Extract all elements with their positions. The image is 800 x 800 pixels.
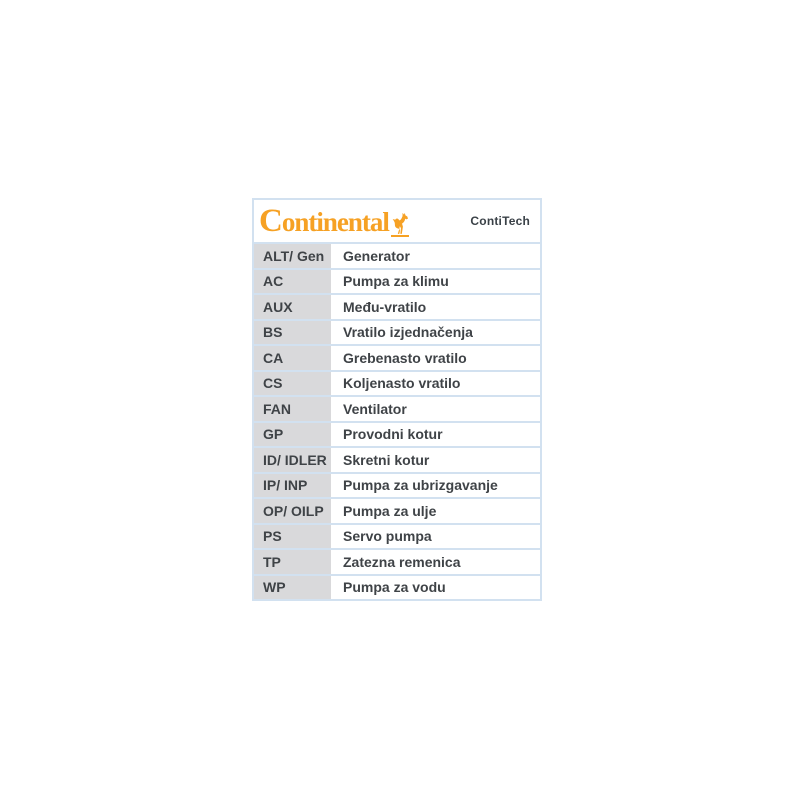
abbreviation-label: Skretni kotur [335,448,540,472]
abbreviation-code: CA [254,346,331,370]
abbreviation-label: Koljenasto vratilo [335,372,540,396]
abbreviation-code: GP [254,423,331,447]
legend-row-bs [254,321,540,347]
legend-row-alt-gen [254,244,540,270]
legend-row-tp [254,550,540,576]
abbreviation-code: OP/ OILP [254,499,331,523]
abbreviation-label: Vratilo izjednačenja [335,321,540,345]
abbreviation-label: Među-vratilo [335,295,540,319]
abbreviation-label: Ventilator [335,397,540,421]
abbreviation-label: Grebenasto vratilo [335,346,540,370]
abbreviation-code: BS [254,321,331,345]
abbreviation-label: Servo pumpa [335,525,540,549]
abbreviation-code: CS [254,372,331,396]
continental-logo [259,202,409,239]
abbreviation-code: FAN [254,397,331,421]
abbreviation-code: PS [254,525,331,549]
continental-wordmark: Continental [259,202,389,239]
rearing-horse-icon [391,212,409,237]
legend-row-ac [254,270,540,296]
legend-row-ps [254,525,540,551]
legend-row-gp [254,423,540,449]
abbreviation-label: Pumpa za vodu [335,576,540,600]
abbreviation-code: ALT/ Gen [254,244,331,268]
brand-header [254,200,540,244]
abbreviation-label: Pumpa za klimu [335,270,540,294]
abbreviation-code: ID/ IDLER [254,448,331,472]
abbreviation-code: IP/ INP [254,474,331,498]
legend-row-cs [254,372,540,398]
legend-row-op-oilp [254,499,540,525]
abbreviation-code: AUX [254,295,331,319]
abbreviation-code: AC [254,270,331,294]
contitech-label: ContiTech [470,214,530,228]
abbreviation-legend-table [252,198,542,601]
abbreviation-code: TP [254,550,331,574]
legend-row-aux [254,295,540,321]
abbreviation-label: Provodni kotur [335,423,540,447]
legend-row-id-idler [254,448,540,474]
legend-row-ip-inp [254,474,540,500]
abbreviation-label: Generator [335,244,540,268]
abbreviation-code: WP [254,576,331,600]
legend-row-fan [254,397,540,423]
legend-row-ca [254,346,540,372]
abbreviation-label: Pumpa za ubrizgavanje [335,474,540,498]
abbreviation-label: Pumpa za ulje [335,499,540,523]
legend-row-wp [254,576,540,602]
abbreviation-label: Zatezna remenica [335,550,540,574]
